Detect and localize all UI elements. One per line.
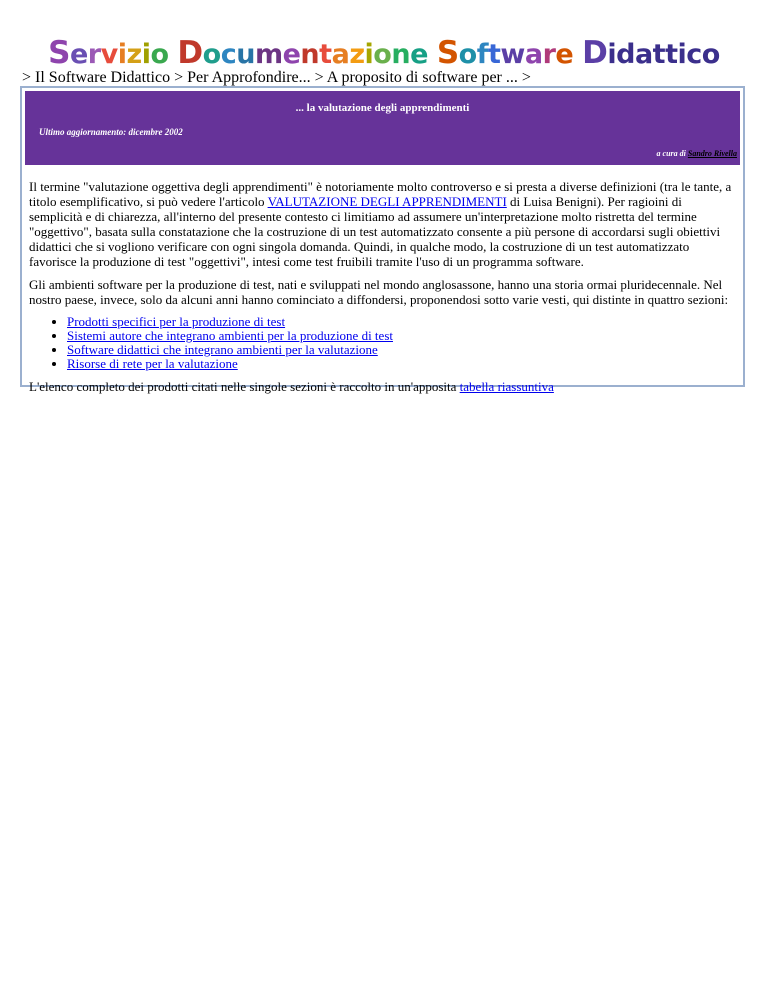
- last-updated: Ultimo aggiornamento: dicembre 2002: [39, 127, 183, 137]
- intro-text-before: Il termine "valutazione oggettiva degli apprendimenti" è notoriamente molto controverso e si presta a diverse definizioni (tra le tante, a titolo esemplificativo, si può vedere l'articolo: [29, 179, 732, 209]
- author-credit: [657, 149, 737, 158]
- summary-table-link[interactable]: tabella riassuntiva: [459, 379, 554, 394]
- list-item: [67, 343, 736, 357]
- summary-paragraph: [29, 379, 736, 394]
- list-item: [67, 357, 736, 371]
- intro-text-after: di Luisa Benigni). Per ragioini di semplicità e di chiarezza, all'interno del presente contesto ci limitiamo ad assumere un'interpretazione molto ristretta del termine "oggettivo", basata sulla constatazione che la costruzione di un test automatizzato consente a più persone di accordarsi sugli obiettivi didattici che si vogliono verificare con ogni singola domanda. Quindi, in qualche modo, la costruzione di un test automatizzato favorisce la produzione di test "oggettivi", intesi come test fruibili tramite l'uso di un programma software.: [29, 194, 721, 269]
- section-link-specific-products[interactable]: Prodotti specifici per la produzione di test: [67, 314, 286, 329]
- article-link[interactable]: VALUTAZIONE DEGLI APPRENDIMENTI: [267, 194, 507, 209]
- main-content: [29, 179, 736, 402]
- intro-paragraph: [29, 179, 736, 269]
- site-logo: [0, 36, 768, 72]
- list-item: [67, 329, 736, 343]
- page-banner: [25, 91, 740, 165]
- breadcrumb: [22, 69, 531, 87]
- breadcrumb-text: > Il Software Didattico > Per Approfondire... > A proposito di software per ... >: [22, 69, 531, 86]
- page-title: ... la valutazione degli apprendimenti: [295, 102, 470, 114]
- section-link-educational-software[interactable]: Software didattici che integrano ambienti per la valutazione: [67, 342, 378, 357]
- author-link[interactable]: Sandro Rivella: [687, 149, 737, 158]
- credit-prefix: a cura di: [656, 149, 688, 158]
- section-link-network-resources[interactable]: Risorse di rete per la valutazione: [67, 356, 238, 371]
- section-link-authoring-systems[interactable]: Sistemi autore che integrano ambienti per la produzione di test: [67, 328, 393, 343]
- summary-text: L'elenco completo dei prodotti citati nelle singole sezioni è raccolto in un'apposita: [29, 379, 460, 394]
- content-frame: [20, 86, 745, 394]
- logo-word: Didattico: [582, 35, 720, 71]
- list-item: [67, 315, 736, 329]
- logo-word: Software: [436, 35, 574, 71]
- logo-word: Documentazione: [177, 35, 428, 71]
- sections-list: [29, 315, 736, 371]
- history-paragraph: Gli ambienti software per la produzione di test, nati e sviluppati nel mondo anglosassone, hanno una storia ormai pluridecennale. Nel nostro paese, invece, solo da alcuni anni hanno cominciato a diffondersi, proponendosi sotto varie vesti, qui distinte in quattro sezioni:: [29, 277, 729, 307]
- logo-word: Servizio: [48, 35, 169, 71]
